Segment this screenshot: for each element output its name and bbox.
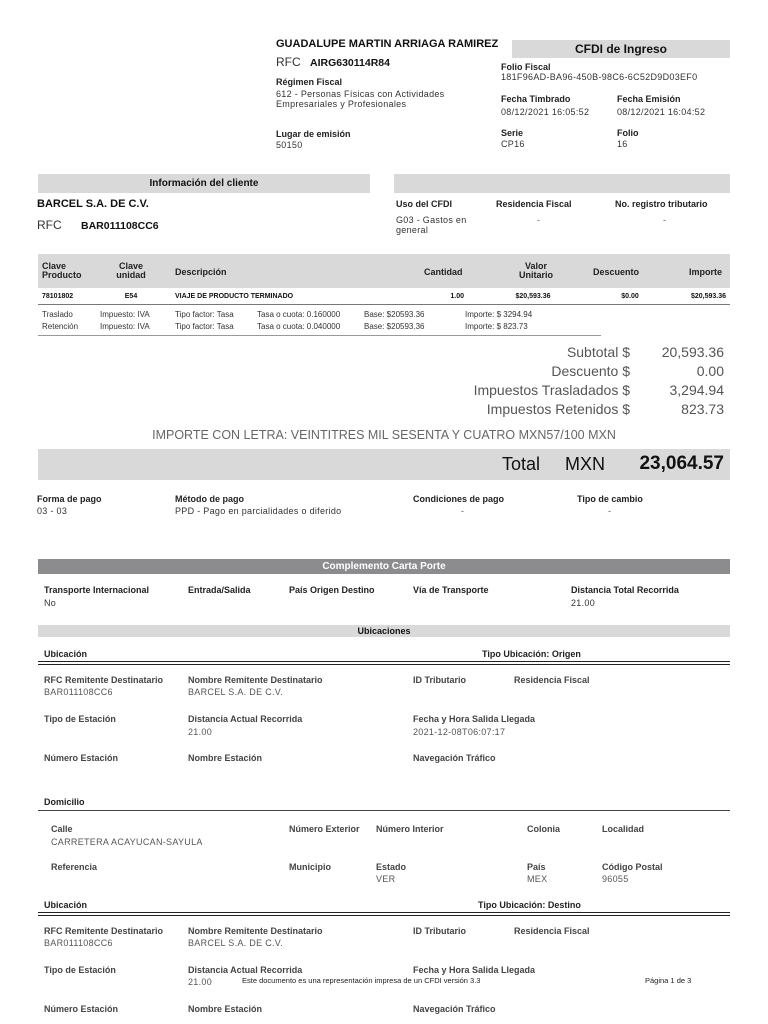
destino-distancia: 21.00 [188,977,213,987]
emisor-name: GUADALUPE MARTIN ARRIAGA RAMIREZ [276,38,499,50]
serie: CP16 [501,139,525,149]
total-value: 23,064.57 [639,453,724,474]
subtotal-label: Subtotal $ [566,344,630,360]
importe-con-letra: IMPORTE CON LETRA: VEINTITRES MIL SESENTA Y CUATRO MXN57/100 MXN [152,428,616,442]
cliente-residencia-label: Residencia Fiscal [496,199,572,209]
origen-residencia-label: Residencia Fiscal [514,675,590,685]
cliente-name: BARCEL S.A. DE C.V. [37,198,149,210]
impuesto-importe-col [465,309,532,333]
uso-cfdi-label: Uso del CFDI [396,199,453,209]
emisor-rfc: AIRG630114R84 [310,57,390,69]
destino-rfc: BAR011108CC6 [44,938,113,948]
page-number: Página 1 de 3 [645,976,692,985]
row-importe: $20,593.36 [690,293,726,300]
fecha-emision: 08/12/2021 16:04:52 [617,107,706,117]
serie-label: Serie [501,128,524,138]
distancia-total: 21.00 [571,598,596,608]
destino-nombre-estacion-label: Nombre Estación [188,1004,263,1014]
retenidos-value: 823.73 [681,401,724,417]
impuesto-nombre: Impuesto: IVA [100,310,150,319]
impuesto-base: Base: $20593.36 [364,310,425,319]
destino-navegacion-label: Navegación Tráfico [413,1004,496,1014]
cliente-residencia: - [537,215,541,225]
row-clave-producto: 78101802 [42,293,74,300]
row-descuento: $0.00 [621,293,639,300]
cliente-rfc-label: RFC [37,218,62,232]
folio-fiscal-label: Folio Fiscal [501,62,551,72]
origen-distancia: 21.00 [188,727,213,737]
localidad-label: Localidad [602,824,645,834]
destino-id-tributario-label: ID Tributario [413,926,467,936]
th-valor-unitario: Valor Unitario [518,261,553,280]
ubicacion-destino-rule [38,912,730,913]
origen-navegacion-label: Navegación Tráfico [413,753,496,763]
subtotal-value: 20,593.36 [661,344,724,360]
impuesto-nombre-col [100,309,150,333]
distancia-total-label: Distancia Total Recorrida [571,585,679,595]
th-cantidad: Cantidad [424,267,463,277]
metodo-pago: PPD - Pago en parcialidades o diferido [175,506,342,516]
ubicacion-origen-rule [38,661,730,662]
ubicacion-destino-label: Ubicación [44,900,88,910]
origen-rfc: BAR011108CC6 [44,687,113,697]
impuestos-divider [38,335,601,336]
tipo-ubicacion-destino: Tipo Ubicación: Destino [478,900,581,910]
destino-distancia-label: Distancia Actual Recorrida [188,965,303,975]
origen-nombre: BARCEL S.A. DE C.V. [188,687,284,697]
cliente-registro-label: No. registro tributario [615,199,708,209]
pais-origen-destino-label: País Origen Destino [289,585,375,595]
forma-pago: 03 - 03 [37,506,68,516]
emisor-regimen-line2: Empresariales y Profesionales [276,99,407,109]
origen-id-tributario-label: ID Tributario [413,675,467,685]
destino-nombre: BARCEL S.A. DE C.V. [188,938,284,948]
origen-tipo-estacion-label: Tipo de Estación [44,714,116,724]
impuesto-tipo: Retención [42,322,79,331]
metodo-pago-label: Método de pago [175,494,244,504]
fecha-timbrado: 08/12/2021 16:05:52 [501,107,590,117]
emisor-rfc-label: RFC [276,55,301,69]
ubicacion-origen-rule-2 [38,664,730,665]
entrada-salida-label: Entrada/Salida [188,585,251,595]
domicilio-rule [38,810,730,811]
transporte-internacional-label: Transporte Internacional [44,585,150,595]
transporte-internacional: No [44,598,57,608]
emisor-lugar: 50150 [276,140,303,150]
uso-cfdi-line2: general [396,225,429,235]
descuento-label: Descuento $ [551,363,630,379]
th-clave-producto: Clave Producto [42,261,82,280]
impuesto-factor: Tipo factor: Tasa [175,310,234,319]
th-descripcion: Descripción [175,267,227,277]
emisor-regimen-label: Régimen Fiscal [276,77,343,87]
impuesto-factor: Tipo factor: Tasa [175,322,234,331]
total-currency: MXN [565,454,605,474]
emisor-lugar-label: Lugar de emisión [276,129,351,139]
colonia-label: Colonia [527,824,560,834]
via-transporte-label: Vía de Transporte [413,585,489,595]
tipo-cambio-label: Tipo de cambio [577,494,643,504]
ubicaciones-header: Ubicaciones [38,625,730,637]
uso-cfdi-line1: G03 - Gastos en [396,215,467,225]
numero-interior-label: Número Interior [376,824,444,834]
cfdi-title: CFDI de Ingreso [512,40,730,58]
destino-tipo-estacion-label: Tipo de Estación [44,965,116,975]
municipio-label: Municipio [289,862,331,872]
origen-numero-estacion-label: Número Estación [44,753,119,763]
impuesto-tasa: Tasa o cuota: 0.160000 [257,310,341,319]
destino-fecha-label: Fecha y Hora Salida Llegada [413,965,536,975]
codigo-postal-label: Código Postal [602,862,663,872]
forma-pago-label: Forma de pago [37,494,102,504]
folio: 16 [617,139,628,149]
numero-exterior-label: Número Exterior [289,824,360,834]
calle-label: Calle [51,824,73,834]
trasladados-value: 3,294.94 [669,382,724,398]
ubicacion-destino-rule-2 [38,915,730,916]
referencia-label: Referencia [51,862,98,872]
folio-label: Folio [617,128,639,138]
fecha-timbrado-label: Fecha Timbrado [501,94,571,104]
carta-porte-header: Complemento Carta Porte [38,559,730,574]
destino-numero-estacion-label: Número Estación [44,1004,119,1014]
impuesto-tasa: Tasa o cuota: 0.040000 [257,322,341,331]
th-clave-unidad: Clave unidad [116,261,146,280]
trasladados-label: Impuestos Trasladados $ [473,382,630,398]
estado: VER [376,874,396,884]
origen-fecha-label: Fecha y Hora Salida Llegada [413,714,536,724]
condiciones-pago: - [461,506,465,516]
row-descripcion: VIAJE DE PRODUCTO TERMINADO [175,293,294,300]
calle: CARRETERA ACAYUCAN-SAYULA [51,837,203,847]
destino-residencia-label: Residencia Fiscal [514,926,590,936]
cliente-header-bar-right [394,174,730,193]
impuesto-nombre: Impuesto: IVA [100,322,150,331]
total-label: Total [502,454,541,474]
impuesto-importe: Importe: $ 3294.94 [465,310,533,319]
condiciones-pago-label: Condiciones de pago [413,494,505,504]
impuesto-base: Base: $20593.36 [364,322,425,331]
folio-fiscal: 181F96AD-BA96-450B-98C6-6C52D9D03EF0 [501,72,698,82]
tipo-cambio: - [608,506,612,516]
impuesto-factor-col [175,309,234,333]
origen-nombre-estacion-label: Nombre Estación [188,753,263,763]
conceptos-row-divider [38,304,730,305]
row-cantidad: 1.00 [450,293,464,300]
retenidos-label: Impuestos Retenidos $ [486,401,630,417]
domicilio-label: Domicilio [44,797,85,807]
origen-fecha: 2021-12-08T06:07:17 [413,727,506,737]
cliente-registro: - [663,215,667,225]
tipo-ubicacion-origen: Tipo Ubicación: Origen [482,649,581,659]
origen-distancia-label: Distancia Actual Recorrida [188,714,303,724]
impuesto-importe: Importe: $ 823.73 [465,322,528,331]
row-valor-unitario: $20,593.36 [515,293,551,300]
codigo-postal: 96055 [602,874,629,884]
emisor-regimen-line1: 612 - Personas Físicas con Actividades [276,89,445,99]
origen-nombre-label: Nombre Remitente Destinatario [188,675,323,685]
descuento-value: 0.00 [696,363,724,379]
impuesto-base-col [364,309,425,333]
impuesto-tipo: Traslado [42,310,73,319]
row-clave-unidad: E54 [124,293,138,300]
pais: MEX [527,874,548,884]
footer-note: Este documento es una representación impresa de un CFDI versión 3.3 [242,976,481,985]
cliente-rfc: BAR011108CC6 [81,220,159,232]
impuesto-tipo-col [42,309,78,333]
impuesto-tasa-col [257,309,340,333]
cliente-header: Información del cliente [38,174,370,193]
destino-rfc-label: RFC Remitente Destinatario [44,926,164,936]
destino-nombre-label: Nombre Remitente Destinatario [188,926,323,936]
ubicacion-origen-label: Ubicación [44,649,88,659]
origen-rfc-label: RFC Remitente Destinatario [44,675,164,685]
estado-label: Estado [376,862,407,872]
th-descuento: Descuento [593,267,640,277]
fecha-emision-label: Fecha Emisión [617,94,681,104]
pais-label: País [527,862,546,872]
th-importe: Importe [689,267,723,277]
